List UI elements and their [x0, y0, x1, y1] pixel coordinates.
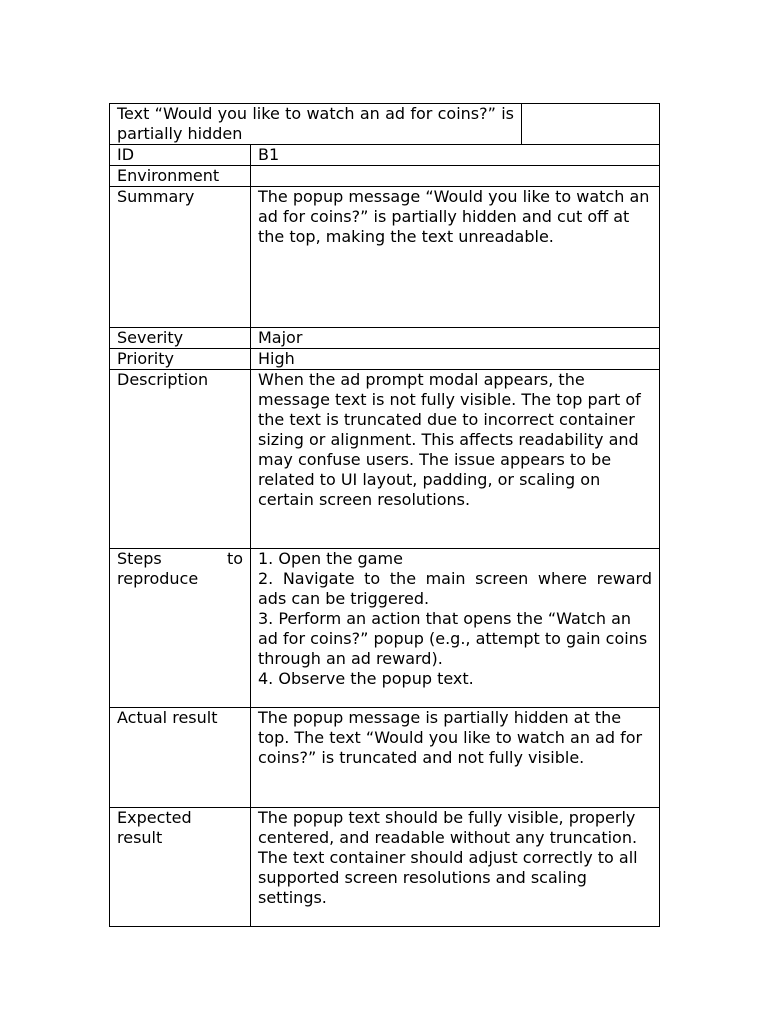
expected-result-value: The popup text should be fully visible, properly centered, and readable without any truncation. The text container should adjust correctly to all supported screen resolutions and scaling settings.	[251, 808, 660, 927]
step-item: 2. Navigate to the main screen where reward ads can be triggered.	[258, 569, 652, 608]
steps-label	[110, 549, 251, 708]
expected-result-label: Expected result	[110, 808, 251, 927]
environment-row	[110, 166, 660, 187]
summary-row	[110, 187, 660, 328]
actual-result-row	[110, 708, 660, 808]
id-label: ID	[110, 145, 251, 166]
priority-value: High	[251, 349, 660, 370]
step-item: 3. Perform an action that opens the “Watch an ad for coins?” popup (e.g., attempt to gain coins through an ad reward).	[258, 609, 648, 668]
id-value: B1	[251, 145, 660, 166]
description-value: When the ad prompt modal appears, the message text is not fully visible. The top part of the text is truncated due to incorrect container sizing or alignment. This affects readability and may confuse users. The issue appears to be related to UI layout, padding, or scaling on certain screen resolutions.	[251, 370, 660, 549]
environment-label: Environment	[110, 166, 251, 187]
steps-label-word-reproduce: reproduce	[117, 569, 199, 588]
steps-label-word-to: to	[226, 549, 243, 568]
expected-result-row	[110, 808, 660, 927]
actual-result-label: Actual result	[110, 708, 251, 808]
description-label: Description	[110, 370, 251, 549]
step-item: 4. Observe the popup text.	[258, 669, 474, 688]
actual-result-value: The popup message is partially hidden at the top. The text “Would you like to watch an ad for coins?” is truncated and not fully visible.	[251, 708, 660, 808]
severity-label: Severity	[110, 328, 251, 349]
severity-row	[110, 328, 660, 349]
bug-report-table	[109, 103, 660, 927]
title-side-cell	[522, 104, 660, 145]
id-row	[110, 145, 660, 166]
summary-value: The popup message “Would you like to watch an ad for coins?” is partially hidden and cut off at the top, making the text unreadable.	[251, 187, 660, 328]
bug-title: Text “Would you like to watch an ad for coins?” is partially hidden	[110, 104, 522, 145]
priority-label: Priority	[110, 349, 251, 370]
title-row	[110, 104, 660, 145]
environment-value	[251, 166, 660, 187]
description-row	[110, 370, 660, 549]
summary-label: Summary	[110, 187, 251, 328]
step-item: 1. Open the game	[258, 549, 403, 568]
steps-value	[251, 549, 660, 708]
severity-value: Major	[251, 328, 660, 349]
steps-label-word-steps: Steps	[117, 549, 162, 568]
priority-row	[110, 349, 660, 370]
steps-row	[110, 549, 660, 708]
